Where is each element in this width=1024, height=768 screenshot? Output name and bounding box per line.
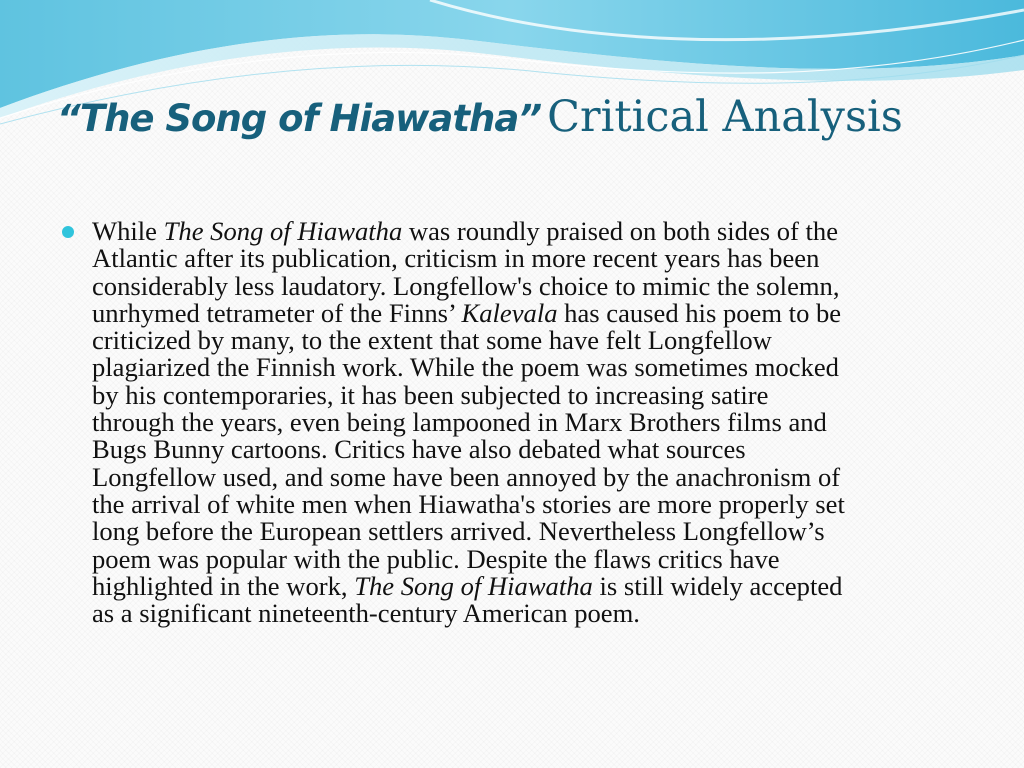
italic-title-ref: Kalevala [461, 297, 558, 328]
paragraph-line: poem was popular with the public. Despite the flaws critics have [92, 543, 780, 574]
paragraph-line: plagiarized the Finnish work. While the poem was sometimes mocked [92, 352, 839, 383]
paragraph-line: criticized by many, to the extent that some have felt Longfellow [92, 325, 772, 356]
paragraph-line: Bugs Bunny cartoons. Critics have also debated what sources [92, 434, 746, 465]
slide-title [57, 92, 903, 142]
italic-title-ref: The Song of Hiawatha [354, 570, 593, 601]
paragraph-line: by his contemporaries, it has been subjected to increasing satire [92, 379, 769, 410]
bullet-icon [62, 226, 74, 238]
analysis-paragraph [92, 218, 962, 627]
paragraph-line: long before the European settlers arrived. Nevertheless Longfellow’s [92, 516, 825, 547]
paragraph-line: Atlantic after its publication, criticism in more recent years has been [92, 243, 820, 274]
paragraph-line: the arrival of white men when Hiawatha's stories are more properly set [92, 488, 845, 519]
slide-body [62, 218, 962, 627]
paragraph-line: as a significant nineteenth-century American poem. [92, 598, 640, 629]
paragraph-line: unrhymed tetrameter of the Finns’ Kalevala has caused his poem to be [92, 297, 842, 328]
slide-title-italic: “The Song of Hiawatha” [57, 97, 542, 140]
slide-title-rest: Critical Analysis [547, 92, 903, 142]
paragraph-line: considerably less laudatory. Longfellow's choice to mimic the solemn, [92, 270, 840, 301]
paragraph-line: Longfellow used, and some have been annoyed by the anachronism of [92, 461, 841, 492]
italic-title-ref: The Song of Hiawatha [163, 216, 403, 246]
paragraph-line: through the years, even being lampooned in Marx Brothers films and [92, 407, 827, 438]
paragraph-line: While The Song of Hiawatha was roundly praised on both sides of the [92, 216, 839, 246]
paragraph-line: highlighted in the work, The Song of Hiawatha is still widely accepted [92, 570, 843, 601]
